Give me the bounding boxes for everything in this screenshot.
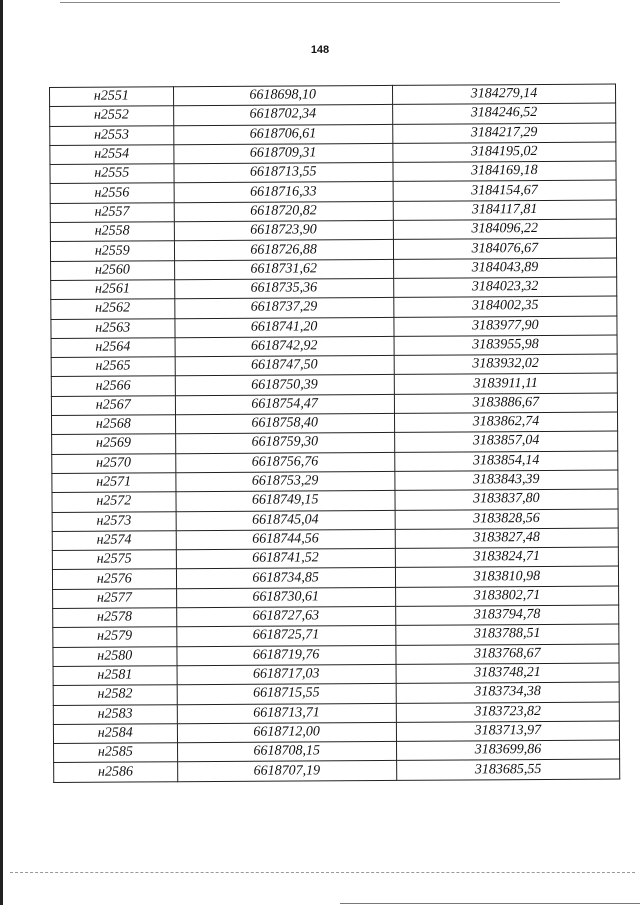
- x-coordinate-cell: 6618698,10: [173, 85, 392, 106]
- bottom-dashed-rule: [10, 872, 635, 873]
- y-coordinate-cell: 3183788,51: [396, 624, 619, 645]
- point-id-cell: н2578: [53, 608, 177, 628]
- x-coordinate-cell: 6618730,61: [176, 587, 395, 608]
- point-id-cell: н2569: [52, 434, 176, 454]
- point-id-cell: н2581: [53, 666, 177, 686]
- x-coordinate-cell: 6618717,03: [177, 664, 396, 685]
- x-coordinate-cell: 6618715,55: [177, 684, 396, 705]
- y-coordinate-cell: 3183810,98: [395, 566, 618, 587]
- y-coordinate-cell: 3183828,56: [395, 509, 618, 530]
- x-coordinate-cell: 6618741,20: [174, 317, 393, 338]
- point-id-cell: н2567: [51, 395, 175, 415]
- x-coordinate-cell: 6618759,30: [175, 433, 394, 454]
- y-coordinate-cell: 3184096,22: [393, 219, 616, 240]
- y-coordinate-cell: 3183748,21: [396, 663, 619, 684]
- y-coordinate-cell: 3183955,98: [394, 335, 617, 356]
- page-number: 148: [310, 44, 330, 56]
- x-coordinate-cell: 6618712,00: [177, 722, 396, 743]
- y-coordinate-cell: 3184076,67: [393, 238, 616, 259]
- point-id-cell: н2571: [52, 473, 176, 493]
- point-id-cell: н2554: [50, 145, 174, 165]
- bottom-edge-line: [340, 903, 640, 904]
- point-id-cell: н2563: [51, 318, 175, 338]
- point-id-cell: н2570: [52, 453, 176, 473]
- y-coordinate-cell: 3184279,14: [392, 84, 615, 105]
- point-id-cell: н2551: [50, 87, 174, 107]
- y-coordinate-cell: 3184195,02: [393, 142, 616, 163]
- x-coordinate-cell: 6618758,40: [175, 413, 394, 434]
- point-id-cell: н2553: [50, 125, 174, 145]
- point-id-cell: н2568: [52, 415, 176, 435]
- point-id-cell: н2576: [52, 569, 176, 589]
- point-id-cell: н2579: [53, 627, 177, 647]
- y-coordinate-cell: 3183886,67: [394, 393, 617, 414]
- point-id-cell: н2555: [50, 164, 174, 184]
- y-coordinate-cell: 3183734,38: [396, 682, 619, 703]
- x-coordinate-cell: 6618716,33: [174, 182, 393, 203]
- point-id-cell: н2584: [53, 724, 177, 744]
- x-coordinate-cell: 6618756,76: [175, 452, 394, 473]
- y-coordinate-cell: 3183932,02: [394, 354, 617, 375]
- x-coordinate-cell: 6618731,62: [174, 259, 393, 280]
- point-id-cell: н2575: [52, 550, 176, 570]
- point-id-cell: н2572: [52, 492, 176, 512]
- y-coordinate-cell: 3183699,86: [396, 740, 619, 761]
- point-id-cell: н2562: [51, 299, 175, 319]
- point-id-cell: н2577: [53, 588, 177, 608]
- point-id-cell: н2560: [51, 260, 175, 280]
- y-coordinate-cell: 3184043,89: [393, 258, 616, 279]
- x-coordinate-cell: 6618706,61: [173, 124, 392, 145]
- x-coordinate-cell: 6618713,55: [174, 163, 393, 184]
- y-coordinate-cell: 3183862,74: [394, 412, 617, 433]
- page-top-edge: [60, 2, 560, 3]
- y-coordinate-cell: 3183857,04: [394, 431, 617, 452]
- x-coordinate-cell: 6618741,52: [176, 549, 395, 570]
- point-id-cell: н2586: [54, 762, 178, 782]
- point-id-cell: н2582: [53, 685, 177, 705]
- y-coordinate-cell: 3183911,11: [394, 373, 617, 394]
- y-coordinate-cell: 3184023,32: [393, 277, 616, 298]
- y-coordinate-cell: 3184154,67: [393, 181, 616, 202]
- y-coordinate-cell: 3183854,14: [395, 451, 618, 472]
- x-coordinate-cell: 6618735,36: [174, 278, 393, 299]
- x-coordinate-cell: 6618702,34: [173, 105, 392, 126]
- point-id-cell: н2583: [53, 704, 177, 724]
- x-coordinate-cell: 6618713,71: [177, 703, 396, 724]
- x-coordinate-cell: 6618747,50: [175, 356, 394, 377]
- y-coordinate-cell: 3183802,71: [395, 586, 618, 607]
- point-id-cell: н2566: [51, 376, 175, 396]
- point-id-cell: н2585: [54, 743, 178, 763]
- x-coordinate-cell: 6618720,82: [174, 201, 393, 222]
- y-coordinate-cell: 3184246,52: [392, 103, 615, 124]
- x-coordinate-cell: 6618709,31: [173, 143, 392, 164]
- x-coordinate-cell: 6618725,71: [176, 626, 395, 647]
- point-id-cell: н2565: [51, 357, 175, 377]
- y-coordinate-cell: 3184002,35: [394, 296, 617, 317]
- point-id-cell: н2559: [50, 241, 174, 261]
- y-coordinate-cell: 3183843,39: [395, 470, 618, 491]
- y-coordinate-cell: 3183837,80: [395, 489, 618, 510]
- coordinates-table-body: [50, 84, 620, 782]
- x-coordinate-cell: 6618744,56: [176, 529, 395, 550]
- x-coordinate-cell: 6618742,92: [175, 336, 394, 357]
- point-id-cell: н2573: [52, 511, 176, 531]
- point-id-cell: н2580: [53, 646, 177, 666]
- page-left-edge: [0, 0, 3, 905]
- y-coordinate-cell: 3183713,97: [396, 721, 619, 742]
- y-coordinate-cell: 3184217,29: [392, 123, 615, 144]
- x-coordinate-cell: 6618750,39: [175, 375, 394, 396]
- point-id-cell: н2556: [50, 183, 174, 203]
- y-coordinate-cell: 3183827,48: [395, 528, 618, 549]
- x-coordinate-cell: 6618727,63: [176, 606, 395, 627]
- table-row: [54, 759, 620, 782]
- y-coordinate-cell: 3184169,18: [393, 161, 616, 182]
- x-coordinate-cell: 6618749,15: [176, 491, 395, 512]
- x-coordinate-cell: 6618708,15: [177, 741, 396, 762]
- y-coordinate-cell: 3183768,67: [396, 644, 619, 665]
- y-coordinate-cell: 3183824,71: [395, 547, 618, 568]
- x-coordinate-cell: 6618719,76: [176, 645, 395, 666]
- x-coordinate-cell: 6618707,19: [177, 761, 396, 782]
- y-coordinate-cell: 3183723,82: [396, 702, 619, 723]
- point-id-cell: н2574: [52, 531, 176, 551]
- x-coordinate-cell: 6618723,90: [174, 220, 393, 241]
- point-id-cell: н2558: [50, 222, 174, 242]
- x-coordinate-cell: 6618737,29: [174, 298, 393, 319]
- y-coordinate-cell: 3183794,78: [395, 605, 618, 626]
- point-id-cell: н2561: [51, 280, 175, 300]
- x-coordinate-cell: 6618754,47: [175, 394, 394, 415]
- point-id-cell: н2557: [50, 203, 174, 223]
- point-id-cell: н2564: [51, 338, 175, 358]
- x-coordinate-cell: 6618745,04: [176, 510, 395, 531]
- coordinates-table: [49, 84, 620, 783]
- y-coordinate-cell: 3183977,90: [394, 316, 617, 337]
- point-id-cell: н2552: [50, 106, 174, 126]
- y-coordinate-cell: 3184117,81: [393, 200, 616, 221]
- y-coordinate-cell: 3183685,55: [396, 759, 619, 780]
- x-coordinate-cell: 6618726,88: [174, 240, 393, 261]
- x-coordinate-cell: 6618753,29: [175, 471, 394, 492]
- x-coordinate-cell: 6618734,85: [176, 568, 395, 589]
